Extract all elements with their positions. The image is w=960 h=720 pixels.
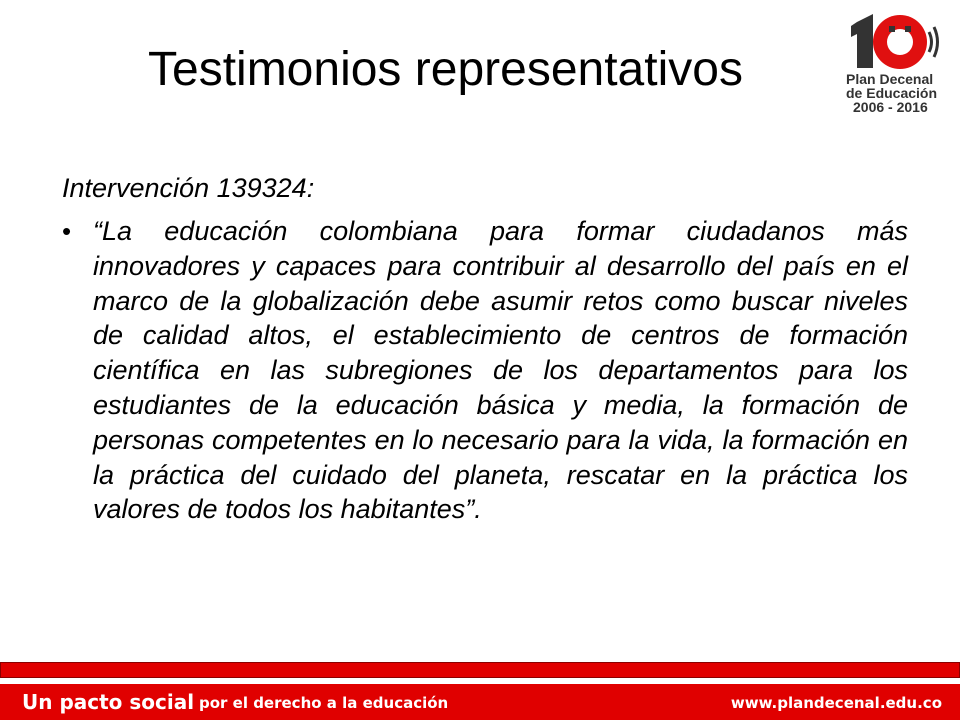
plan-decenal-logo <box>843 10 943 118</box>
intervention-label: Intervención 139324: <box>62 173 315 203</box>
bullet-marker: • <box>62 216 72 246</box>
sound-waves-icon <box>929 27 938 57</box>
slide-title: Testimonios representativos <box>148 43 743 96</box>
logo-digit-one <box>851 14 873 68</box>
logo-line-3: 2006 - 2016 <box>853 99 928 115</box>
footer-red-rule <box>0 662 960 678</box>
testimonial-quote: “La educación colombiana para formar ciudadanos más innovadores y capaces para contribuir al desarrollo del país en el marco de la globalización debe asumir retos como buscar niveles de calidad altos, el establecimiento de centros de formación científica en las subregiones de los departamentos para los estudiantes de la educación básica y media, la formación de personas competentes en lo necesario para la vida, la formación en la práctica del cuidado del planeta, rescatar en la práctica los valores de todos los habitantes”. <box>93 216 908 525</box>
logo-line-2: de Educación <box>846 85 938 101</box>
footer-website: www.plandecenal.edu.co <box>730 694 942 712</box>
footer-slogan-rest: por el derecho a la educación <box>199 694 449 712</box>
logo-line-1: Plan Decenal <box>846 71 934 87</box>
footer-slogan-strong: Un pacto social <box>22 690 195 714</box>
footer-band <box>0 684 960 720</box>
